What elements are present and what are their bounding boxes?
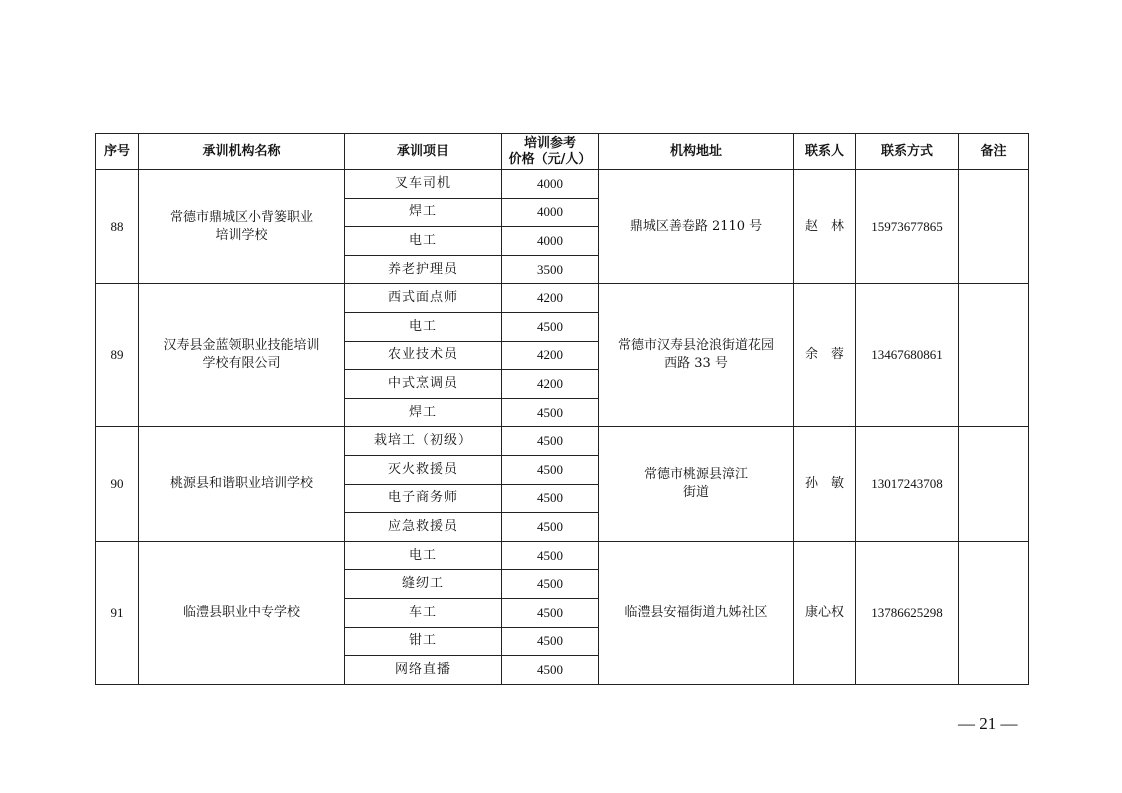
project-cell: 焊工 bbox=[345, 198, 502, 227]
remark-cell bbox=[959, 427, 1029, 541]
seq-cell: 89 bbox=[96, 284, 139, 427]
price-cell: 4500 bbox=[502, 312, 599, 341]
address-line1: 常德市桃源县漳江 bbox=[643, 467, 748, 483]
price-cell: 4200 bbox=[502, 370, 599, 399]
header-remark: 备注 bbox=[959, 134, 1029, 170]
project-cell: 电子商务师 bbox=[345, 484, 502, 513]
table-header-row bbox=[96, 134, 1029, 170]
project-cell: 车工 bbox=[345, 598, 502, 627]
header-address: 机构地址 bbox=[599, 134, 794, 170]
header-project: 承训项目 bbox=[345, 134, 502, 170]
header-price-line2: 价格（元/人） bbox=[508, 151, 592, 167]
institution-name-line2: 培训学校 bbox=[215, 227, 268, 243]
header-contact: 联系人 bbox=[794, 134, 856, 170]
project-cell: 西式面点师 bbox=[345, 284, 502, 313]
contact-cell: 孙 敏 bbox=[794, 427, 856, 541]
phone-cell: 13017243708 bbox=[856, 427, 959, 541]
project-cell: 电工 bbox=[345, 541, 502, 570]
project-cell: 叉车司机 bbox=[345, 170, 502, 199]
contact-cell: 余 蓉 bbox=[794, 284, 856, 427]
table-row bbox=[96, 541, 1029, 570]
table-row bbox=[96, 170, 1029, 199]
price-cell: 4500 bbox=[502, 656, 599, 685]
institution-cell bbox=[139, 541, 345, 684]
project-cell: 焊工 bbox=[345, 398, 502, 427]
institution-name-line1: 桃源县和谐职业培训学校 bbox=[169, 476, 313, 492]
project-cell: 电工 bbox=[345, 227, 502, 256]
price-cell: 4500 bbox=[502, 513, 599, 542]
header-institution: 承训机构名称 bbox=[139, 134, 345, 170]
table-row bbox=[96, 284, 1029, 313]
price-cell: 4500 bbox=[502, 570, 599, 599]
remark-cell bbox=[959, 170, 1029, 284]
phone-cell: 13786625298 bbox=[856, 541, 959, 684]
institution-cell bbox=[139, 284, 345, 427]
price-cell: 4500 bbox=[502, 455, 599, 484]
address-line2: 街道 bbox=[682, 485, 709, 501]
address-line1: 常德市汉寿县沧浪街道花园 bbox=[617, 338, 774, 354]
project-cell: 中式烹调员 bbox=[345, 370, 502, 399]
price-cell: 4500 bbox=[502, 627, 599, 656]
project-cell: 应急救援员 bbox=[345, 513, 502, 542]
project-cell: 农业技术员 bbox=[345, 341, 502, 370]
address-cell bbox=[599, 541, 794, 684]
address-line1: 鼎城区善卷路 2110 号 bbox=[629, 218, 763, 234]
seq-cell: 91 bbox=[96, 541, 139, 684]
price-cell: 4500 bbox=[502, 484, 599, 513]
price-cell: 4200 bbox=[502, 284, 599, 313]
institution-name-line1: 汉寿县金蓝领职业技能培训 bbox=[163, 338, 320, 354]
address-line2: 西路 33 号 bbox=[664, 356, 728, 372]
header-price-line1: 培训参考 bbox=[523, 135, 576, 151]
header-price bbox=[502, 134, 599, 170]
address-line1: 临澧县安福街道九姊社区 bbox=[624, 604, 768, 620]
price-cell: 4500 bbox=[502, 427, 599, 456]
address-cell bbox=[599, 170, 794, 284]
header-phone: 联系方式 bbox=[856, 134, 959, 170]
table-row bbox=[96, 427, 1029, 456]
remark-cell bbox=[959, 541, 1029, 684]
price-cell: 4000 bbox=[502, 227, 599, 256]
project-cell: 钳工 bbox=[345, 627, 502, 656]
phone-cell: 13467680861 bbox=[856, 284, 959, 427]
institution-name-line1: 常德市鼎城区小背篓职业 bbox=[169, 209, 313, 225]
address-cell bbox=[599, 427, 794, 541]
remark-cell bbox=[959, 284, 1029, 427]
project-cell: 养老护理员 bbox=[345, 255, 502, 284]
project-cell: 缝纫工 bbox=[345, 570, 502, 599]
institution-cell bbox=[139, 170, 345, 284]
price-cell: 3500 bbox=[502, 255, 599, 284]
price-cell: 4500 bbox=[502, 598, 599, 627]
institution-cell bbox=[139, 427, 345, 541]
price-cell: 4500 bbox=[502, 398, 599, 427]
seq-cell: 88 bbox=[96, 170, 139, 284]
price-cell: 4000 bbox=[502, 170, 599, 199]
project-cell: 电工 bbox=[345, 312, 502, 341]
project-cell: 栽培工（初级） bbox=[345, 427, 502, 456]
price-cell: 4200 bbox=[502, 341, 599, 370]
contact-cell: 康心权 bbox=[794, 541, 856, 684]
phone-cell: 15973677865 bbox=[856, 170, 959, 284]
project-cell: 灭火救援员 bbox=[345, 455, 502, 484]
page-number: — 21 — bbox=[958, 714, 1018, 733]
project-cell: 网络直播 bbox=[345, 656, 502, 685]
contact-cell: 赵 林 bbox=[794, 170, 856, 284]
seq-cell: 90 bbox=[96, 427, 139, 541]
institution-name-line2: 学校有限公司 bbox=[202, 356, 281, 372]
table-body bbox=[96, 170, 1029, 685]
price-cell: 4000 bbox=[502, 198, 599, 227]
institution-name-line1: 临澧县职业中专学校 bbox=[182, 604, 300, 620]
training-institution-table bbox=[95, 133, 1029, 685]
address-cell bbox=[599, 284, 794, 427]
price-cell: 4500 bbox=[502, 541, 599, 570]
header-seq: 序号 bbox=[96, 134, 139, 170]
